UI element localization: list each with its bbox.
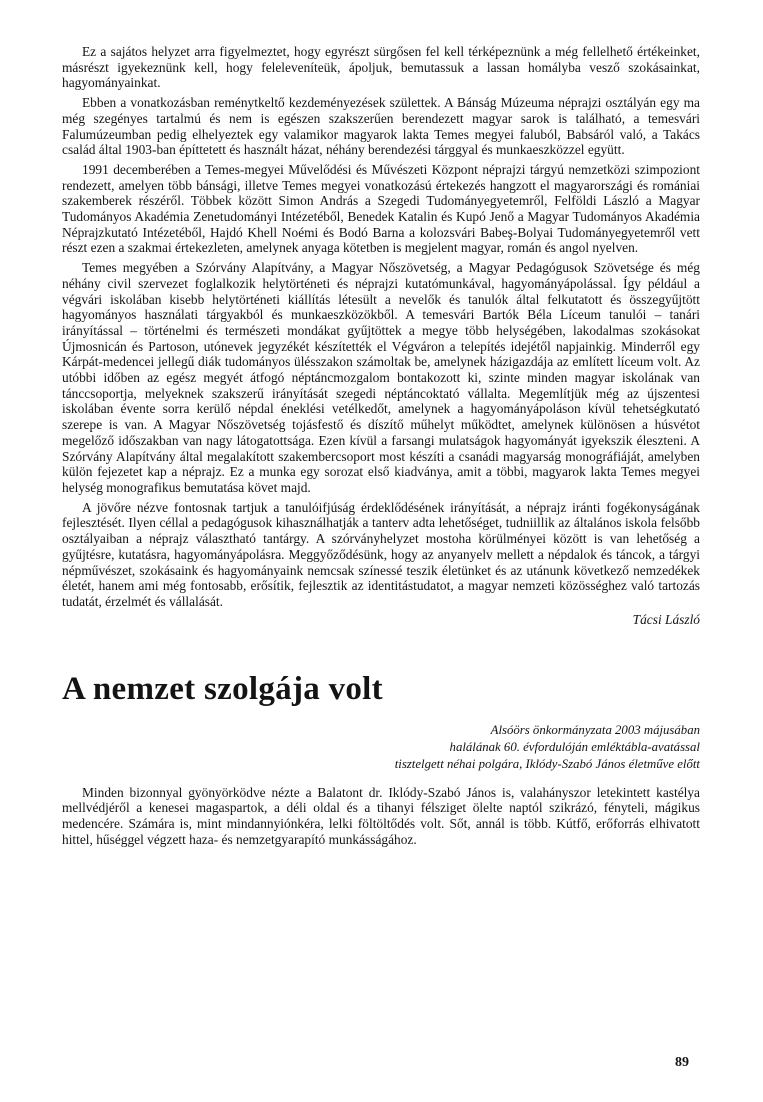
body-paragraph-2: Ebben a vonatkozásban reménytkeltő kezdeményezések születtek. A Bánság Múzeuma néprajzi osztályán egy ma még szegényes tartalmú és nem is egészen szakszerűen berendezett magyar sarok is található, a temesvári Falumúzeumban pedig elhelyeztek egy valamikor magyarok lakta Temes megyei faluból, Babsáról való, a Takács család által 1903-ban építtetett és használt házat, néhány berendezési tárggyal és munkaeszközzel együtt. [62,95,700,158]
article-title: A nemzet szolgája volt [62,670,383,707]
author-signature: Tácsi László [632,611,700,627]
body-paragraph-3: 1991 decemberében a Temes-megyei Művelődési és Művészeti Központ néprajzi tárgyú nemzetközi szimpoziont rendezett, amelyen több bánsági, illetve Temes megyei vonatkozású értekezés hangzott el magyarországi és romániai szakemberek részéről. Többek között Simon András a Szegedi Tudományegyetemről, Felföldi László a Magyar Tudományos Akadémia Zenetudományi Intézetéből, Benedek Katalin és Kupó Jenő a Magyar Tudományos Akadémia Néprajzkutató Intézetéből, Hajdó Khell Noémi és Bodó Barna a kolozsvári Babeş-Bolyai Tudományegyetemről vett részt ezen a szakmai értekezleten, amelynek anyaga kötetben is megjelent magyar, román és angol nyelven. [62,161,700,256]
dedication-line-2: halálának 60. évfordulóján emléktábla-avatással [449,739,700,754]
article-paragraph: Minden bizonnyal gyönyörködve nézte a Balatont dr. Iklódy-Szabó János is, valahányszor letekintett kastélya mellvédjéről a kenesei magaspartok, a déli oldal és a tihanyi félsziget ölelte naptól szikrázó, fényteli, mágikus medencére. Számára is, mint mindannyiónkéra, lelki föltöltődés volt. Sőt, annál is több. Kútfő, erőforrás elhivatott hittel, hűséggel végzett haza- és nemzetgyarapító munkásságához. [62,784,700,847]
body-paragraph-4: Temes megyében a Szórvány Alapítvány, a Magyar Nőszövetség, a Magyar Pedagógusok Szövetsége és még néhány civil szervezet foglalkozik helytörténeti és néprajzi kutatómunkával, hagyományápolással. Így például a végvári iskolában kisebb helytörténeti kiállítás létesült a nevelők és tanulók által felkutatott és összegyűjtött hagyományos használati tárgyakból és munkaeszközökből. A temesvári Bartók Béla Líceum tanulói – tanári irányítással – történelmi és természeti mondákat gyűjtöttek a megye több helységében, lakodalmas szokásokat Újmosnicán és Partoson, utónevek jegyzékét készítették el Végváron a telepítés idejétől napjainkig. Minderről egy Kárpát-medencei jellegű diák tudományos ülésszakon számoltak be, amelynek házigazdája az említett líceum volt. Az utóbbi időben az egész megyét átfogó néptáncmozgalom bontakozott ki, szinte minden magyar iskolának van tánccsoportja, melyeknek szakszerű irányítását szegedi néptáncoktató vállalta. Megemlítjük még az újszentesi iskolában évente sorra kerülő népdal éneklési vetélkedőt, amelynek a hagyományápoláson kívül tehetségkutató szerepe is van. A Magyar Nőszövetség tojásfestő és díszítő műhelyt működtet, amelynek különösen a húsvétot megelőző időszakban van nagy látogatottsága. Ezen kívül a farsangi mulatságok hagyományát igyekszik éleszteni. A Szórvány Alapítvány által megalakított szakembercsoport most készíti a csanádi magyarság monográfiáját, amelyben külön fejezetet kap a néprajz. Ez a munka egy sorozat első kiadványa, amit a többi, magyarok lakta Temes megyei helység monografikus bemutatása követ majd. [62,260,700,495]
dedication-line-3: tisztelgett néhai polgára, Iklódy-Szabó János életműve előtt [394,756,700,771]
body-paragraph-1: Ez a sajátos helyzet arra figyelmeztet, hogy egyrészt sürgősen fel kell térképeznünk a még fellelhető értékeinket, másrészt igyekeznünk kell, hogy feleleveníteük, ápoljuk, bemutassuk a lassan homályba vesző szokásainkat, hagyományainkat. [62,44,700,91]
body-paragraph-5: A jövőre nézve fontosnak tartjuk a tanulóifjúság érdeklődésének irányítását, a néprajz iránti fogékonyságának fejlesztését. Ilyen céllal a pedagógusok kihasználhatják a tanterv adta lehetőséget, tudniillik az általános iskola felsőbb osztályaiban a néprajz választható tantárgy. A szórványhelyzet mostoha körülményei között is van lehetőség a gyűjtésre, kutatásra, hagyományápolásra. Meggyőződésünk, hogy az anyanyelv mellett a népdalok és táncok, a tárgyi népművészet, szokásaink és hagyományaink nemcsak színessé teszik életünket és az utánunk következő nemzedékek életét, hanem ami még fontosabb, erősítik, fejlesztik az identitástudatot, a magyar nemzeti közösséghez való tartozás tudatát, érzelmét és vállalását. [62,499,700,609]
page-content [62,44,700,851]
dedication-block [62,722,700,773]
page-number: 89 [675,1055,689,1070]
dedication-line-1: Alsóörs önkormányzata 2003 májusában [490,722,700,737]
